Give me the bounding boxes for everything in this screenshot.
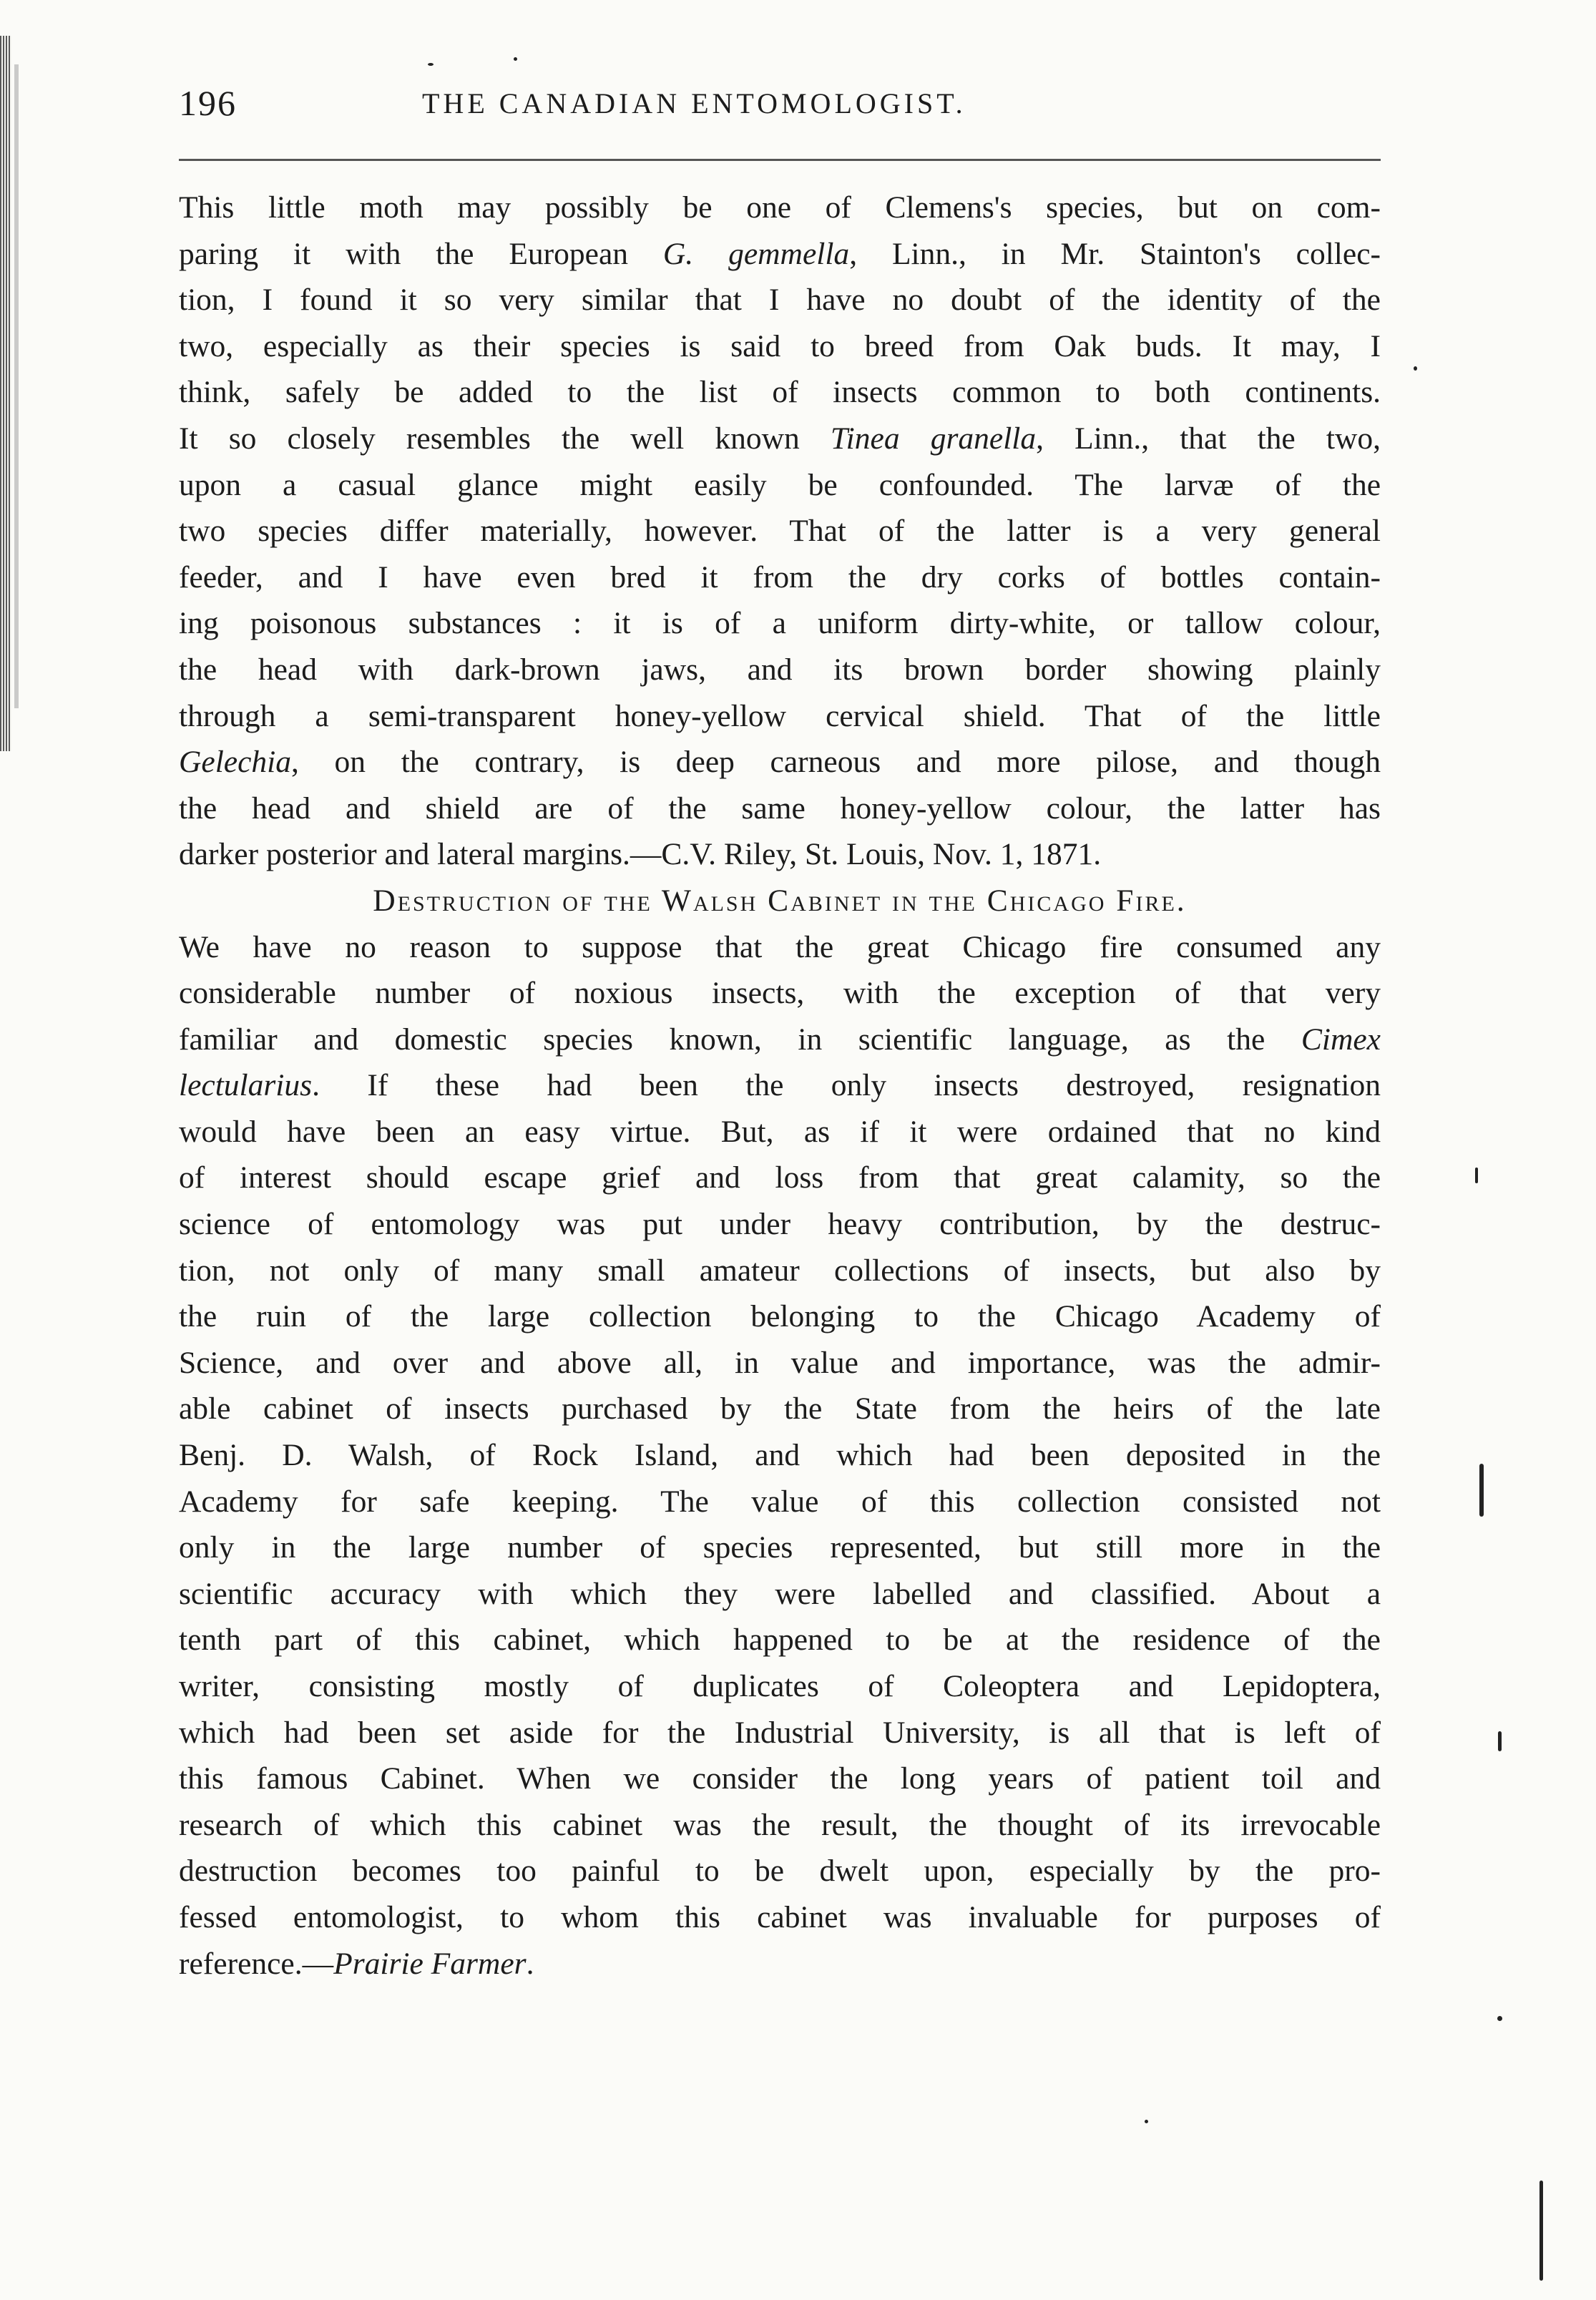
italic-term: G. gemmella	[662, 236, 850, 271]
print-speck	[1145, 2120, 1148, 2123]
text-line	[179, 786, 1381, 832]
header-rule	[179, 159, 1381, 161]
text-line	[179, 369, 1381, 416]
page-number: 196	[179, 83, 237, 123]
text-line	[179, 185, 1381, 231]
italic-term: Prairie Farmer	[333, 1946, 527, 1981]
article-walsh-cabinet	[179, 924, 1381, 1987]
text-run: fessed entomologist, to whom this cabinet was invaluable for purposes of	[179, 1899, 1381, 1934]
text-line	[179, 1062, 1381, 1109]
text-run: We have no reason to suppose that the great Chicago fire consumed any	[179, 929, 1381, 964]
text-line	[179, 1248, 1381, 1294]
text-line	[179, 1710, 1381, 1756]
text-run: through a semi-transparent honey-yellow cervical shield. That of the little	[179, 698, 1381, 733]
page-body	[179, 185, 1381, 1987]
text-line	[179, 970, 1381, 1017]
text-run: only in the large number of species represented, but still more in the	[179, 1530, 1381, 1565]
text-run: , Linn., in Mr. Stainton's collec-	[849, 236, 1381, 271]
italic-term: Gelechia	[179, 745, 292, 780]
text-line	[179, 831, 1381, 878]
text-run: Academy for safe keeping. The value of this collection consisted not	[179, 1484, 1381, 1519]
text-run: familiar and domestic species known, in scientific language, as the	[179, 1022, 1301, 1057]
text-run: feeder, and I have even bred it from the dry corks of bottles contain-	[179, 559, 1381, 594]
italic-term: Tinea granella	[830, 421, 1037, 456]
text-run: tion, not only of many small amateur collections of insects, but also by	[179, 1253, 1381, 1288]
text-line	[179, 1617, 1381, 1663]
text-run: would have been an easy virtue. But, as if it were ordained that no kind	[179, 1114, 1381, 1149]
print-speck	[428, 63, 434, 66]
text-line	[179, 1479, 1381, 1525]
text-line	[179, 739, 1381, 786]
print-speck	[1497, 2016, 1502, 2021]
text-run: ing poisonous substances : it is of a uniform dirty-white, or tallow colour,	[179, 606, 1381, 641]
text-run: darker posterior and lateral margins.—C.V. Riley, St. Louis, Nov. 1, 1871.	[179, 837, 1102, 872]
text-line	[179, 1941, 1381, 1987]
text-run: . If these had been the only insects destroyed, resignation	[312, 1068, 1381, 1103]
text-line	[179, 1293, 1381, 1340]
text-run: the head and shield are of the same honey-yellow colour, the latter has	[179, 791, 1381, 826]
text-run: scientific accuracy with which they were labelled and classified. About a	[179, 1576, 1381, 1611]
text-line	[179, 1802, 1381, 1849]
text-run: tion, I found it so very similar that I have no doubt of the identity of the	[179, 283, 1381, 318]
text-run: This little moth may possibly be one of Clemens's species, but on com-	[179, 190, 1381, 225]
binding-edge	[0, 36, 11, 751]
text-line	[179, 277, 1381, 323]
text-run: science of entomology was put under heavy contribution, by the destruc-	[179, 1207, 1381, 1242]
text-line	[179, 231, 1381, 278]
text-run: research of which this cabinet was the result, the thought of its irrevocable	[179, 1807, 1381, 1842]
print-speck	[1414, 366, 1417, 371]
text-line	[179, 508, 1381, 554]
text-line	[179, 462, 1381, 509]
text-run: the head with dark-brown jaws, and its brown border showing plainly	[179, 652, 1381, 687]
text-run: destruction becomes too painful to be dwelt upon, especially by the pro-	[179, 1854, 1381, 1889]
text-line	[179, 1109, 1381, 1155]
print-speck	[1479, 1464, 1484, 1517]
text-line	[179, 693, 1381, 740]
text-line	[179, 1525, 1381, 1571]
text-run: upon a casual glance might easily be confounded. The larvæ of the	[179, 467, 1381, 502]
text-run: the ruin of the large collection belonging to the Chicago Academy of	[179, 1299, 1381, 1334]
text-line	[179, 600, 1381, 647]
text-run: able cabinet of insects purchased by the State from the heirs of the late	[179, 1391, 1381, 1427]
page-header	[179, 82, 1381, 132]
text-run: It so closely resembles the well known	[179, 421, 831, 456]
article-title: Destruction of the Walsh Cabinet in the Chicago Fire.	[373, 883, 1187, 918]
text-run: think, safely be added to the list of insects common to both continents.	[179, 375, 1381, 410]
text-line	[179, 416, 1381, 462]
binding-shadow	[14, 64, 19, 708]
text-run: Science, and over and above all, in value and importance, was the admir-	[179, 1345, 1381, 1380]
text-run: paring it with the European	[179, 236, 663, 271]
text-run: this famous Cabinet. When we consider the long years of patient toil and	[179, 1761, 1381, 1796]
print-speck	[514, 57, 517, 61]
print-speck	[1475, 1168, 1478, 1183]
text-line	[179, 924, 1381, 971]
text-line	[179, 1663, 1381, 1710]
text-line	[179, 647, 1381, 693]
text-line	[179, 1571, 1381, 1618]
text-line	[179, 1017, 1381, 1063]
text-run: reference.—	[179, 1946, 334, 1981]
text-line	[179, 1340, 1381, 1386]
italic-term: Cimex	[1301, 1022, 1381, 1057]
print-speck	[1498, 1731, 1502, 1751]
text-line	[179, 1432, 1381, 1479]
italic-term: lectularius	[179, 1068, 313, 1103]
text-run: which had been set aside for the Industrial University, is all that is left of	[179, 1715, 1381, 1750]
text-run: of interest should escape grief and loss from that great calamity, so the	[179, 1160, 1381, 1195]
text-run: considerable number of noxious insects, with the exception of that very	[179, 976, 1381, 1011]
print-speck	[1539, 2181, 1543, 2281]
text-line	[179, 1756, 1381, 1802]
text-line	[179, 1155, 1381, 1201]
text-run: .	[526, 1946, 534, 1981]
text-line	[179, 1894, 1381, 1941]
text-run: , Linn., that the two,	[1036, 421, 1381, 456]
text-line	[179, 1201, 1381, 1248]
text-run: writer, consisting mostly of duplicates of Coleoptera and Lepidoptera,	[179, 1669, 1381, 1703]
text-line	[179, 554, 1381, 601]
article-moth-note	[179, 185, 1381, 878]
text-line	[179, 1848, 1381, 1894]
text-run: two species differ materially, however. That of the latter is a very general	[179, 514, 1381, 549]
text-run: two, especially as their species is said to breed from Oak buds. It may, I	[179, 328, 1381, 363]
text-line	[179, 1386, 1381, 1432]
running-head: THE CANADIAN ENTOMOLOGIST.	[422, 87, 966, 119]
text-run: , on the contrary, is deep carneous and more pilose, and though	[291, 745, 1381, 780]
text-line	[179, 323, 1381, 370]
text-run: tenth part of this cabinet, which happened to be at the residence of the	[179, 1623, 1381, 1658]
text-run: Benj. D. Walsh, of Rock Island, and which had been deposited in the	[179, 1438, 1381, 1473]
